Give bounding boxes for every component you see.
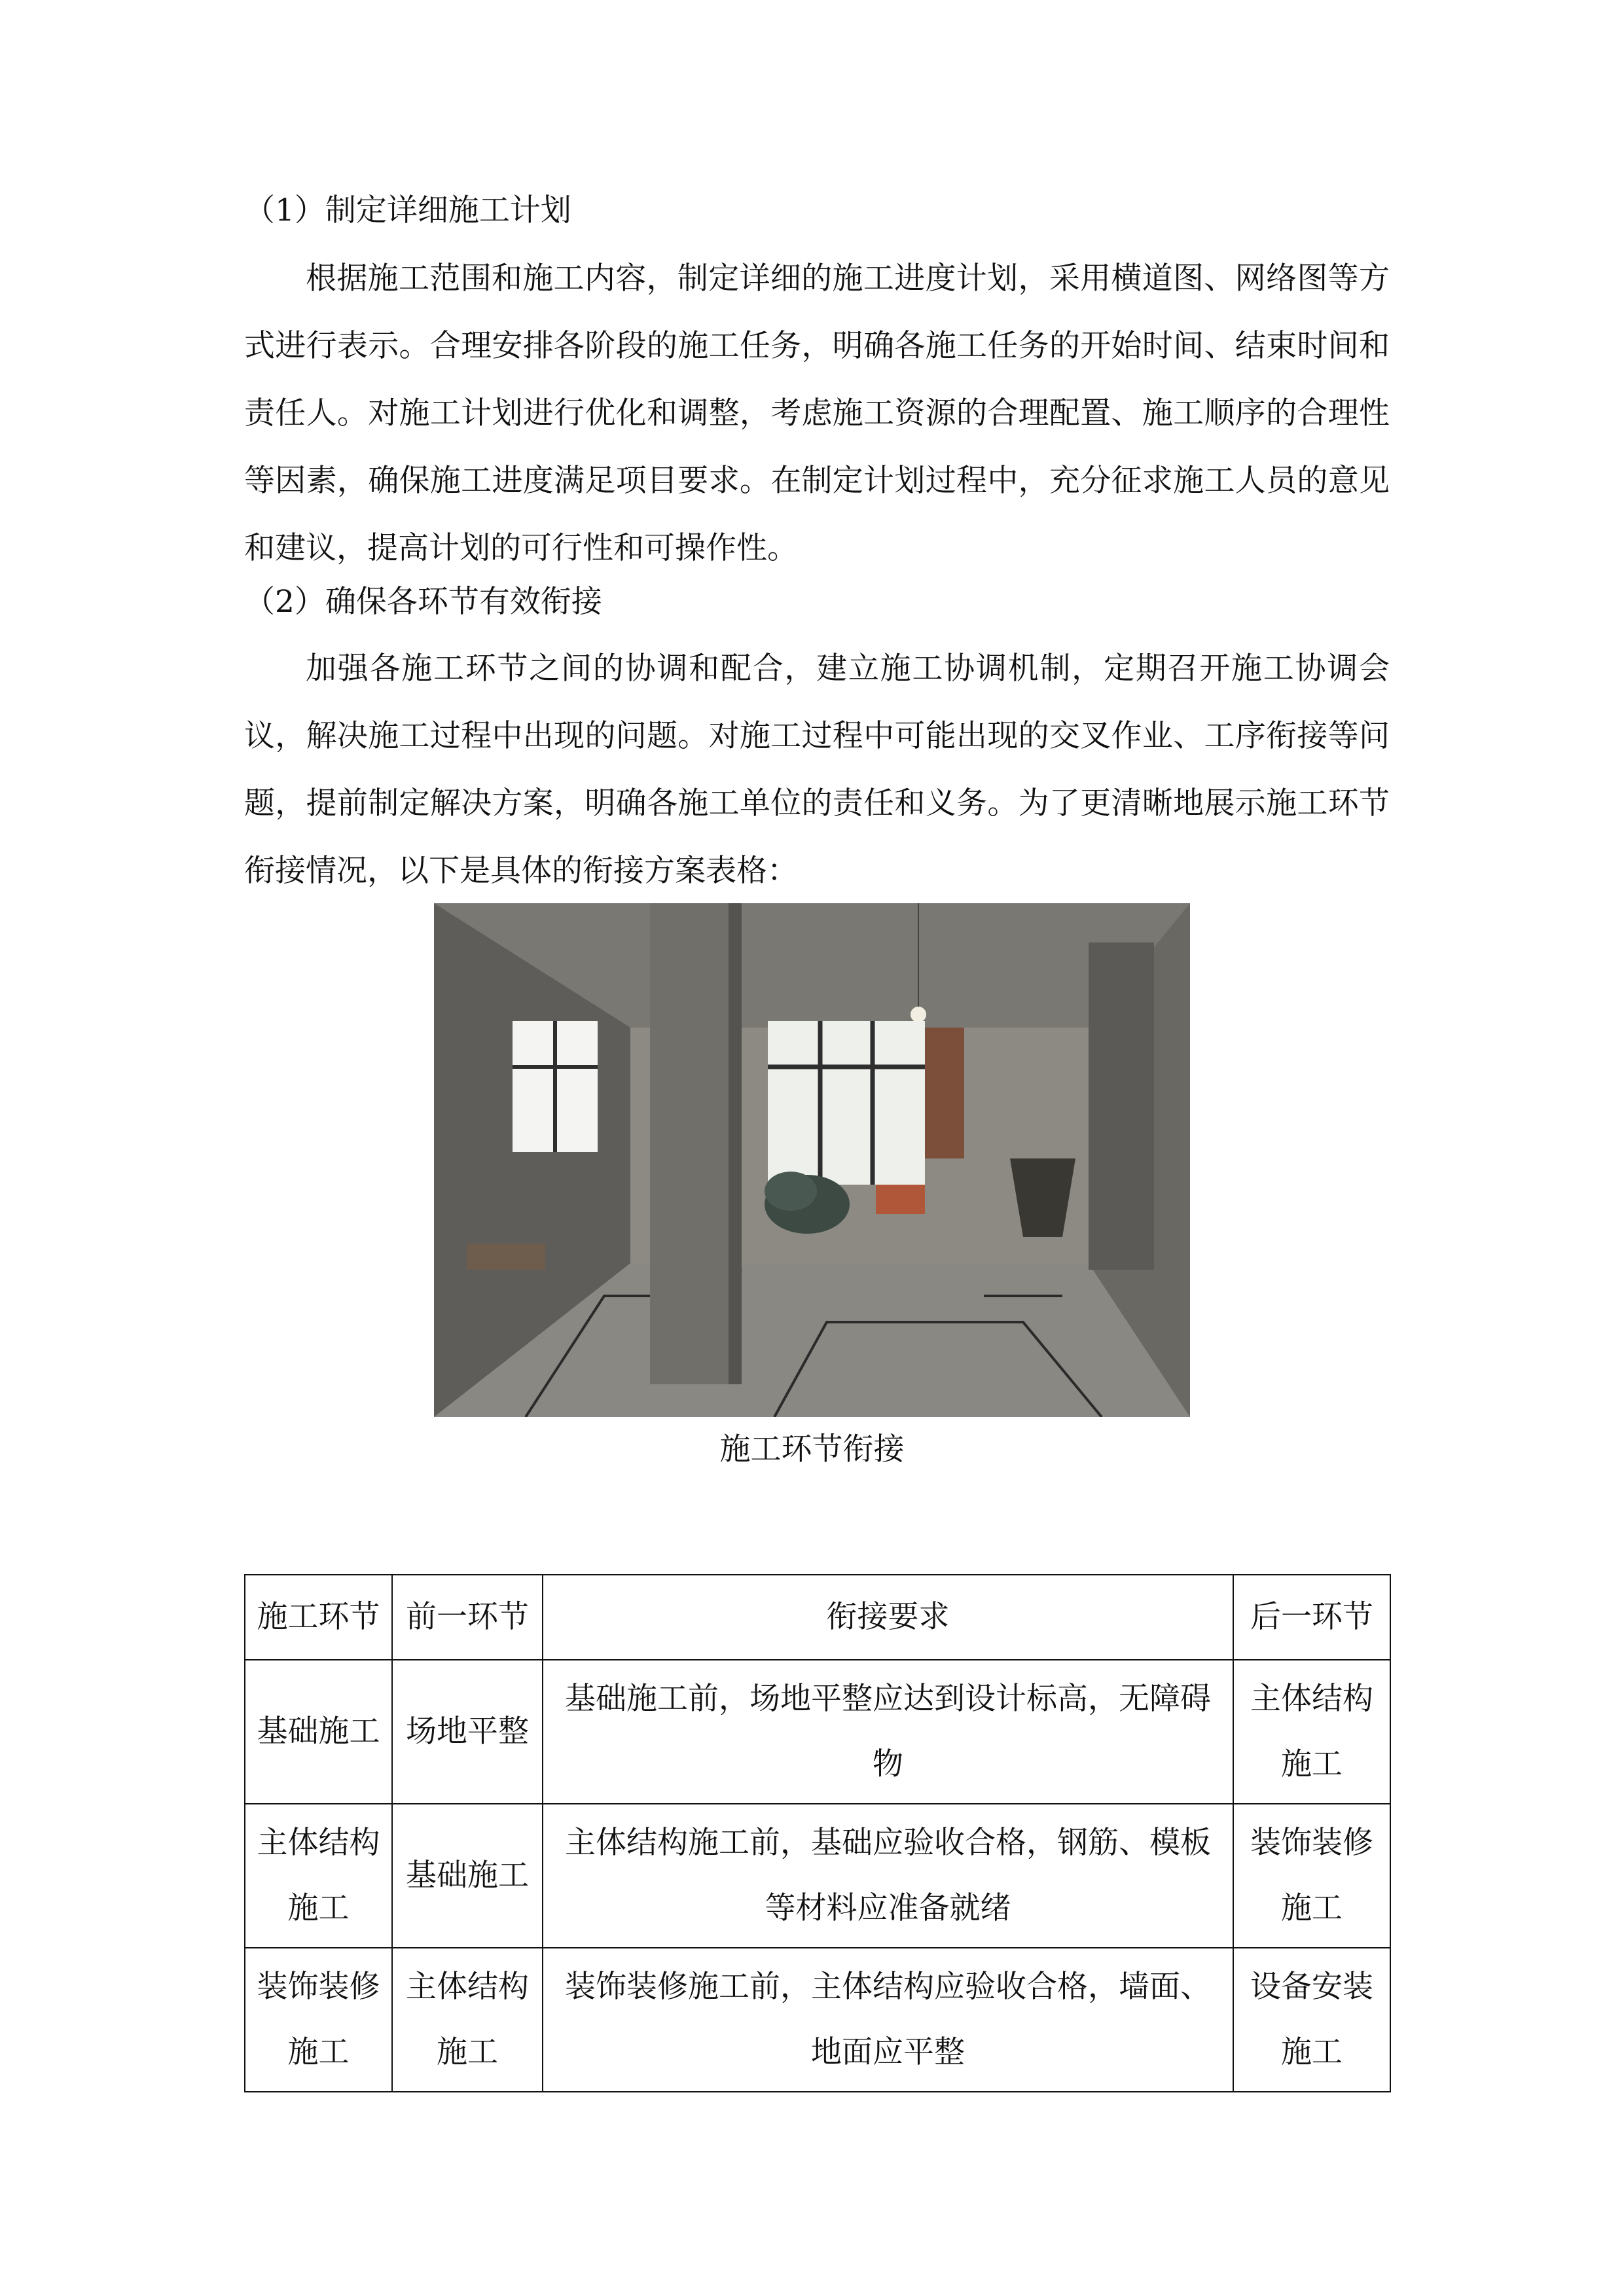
cell-next-stage: 主体结构施工: [1233, 1660, 1390, 1804]
cell-requirement: 基础施工前，场地平整应达到设计标高，无障碍物: [543, 1660, 1233, 1804]
header-previous-stage: 前一环节: [392, 1575, 543, 1660]
cell-stage: 基础施工: [245, 1660, 392, 1804]
figure-caption: 施工环节衔接: [719, 1431, 905, 1467]
cell-stage: 装饰装修施工: [245, 1948, 392, 2092]
cell-next-stage: 装饰装修施工: [1233, 1804, 1390, 1948]
header-requirement: 衔接要求: [543, 1575, 1233, 1660]
construction-photo: [434, 903, 1190, 1417]
table-row: [245, 1804, 1390, 1948]
header-stage: 施工环节: [245, 1575, 392, 1660]
cell-previous-stage: 场地平整: [392, 1660, 543, 1804]
section-heading-2: （2）确保各环节有效衔接: [244, 584, 602, 620]
cell-previous-stage: 主体结构施工: [392, 1948, 543, 2092]
section-heading-1: （1）制定详细施工计划: [244, 192, 571, 228]
table-header-row: [245, 1575, 1390, 1660]
cell-requirement: 装饰装修施工前，主体结构应验收合格，墙面、地面应平整: [543, 1948, 1233, 2092]
section-paragraph-1: 根据施工范围和施工内容，制定详细的施工进度计划，采用横道图、网络图等方式进行表示。合理安排各阶段的施工任务，明确各施工任务的开始时间、结束时间和责任人。对施工计划进行优化和调整，考虑施工资源的合理配置、施工顺序的合理性等因素，确保施工进度满足项目要求。在制定计划过程中，充分征求施工人员的意见和建议，提高计划的可行性和可操作性。: [244, 260, 1390, 566]
connection-plan-table: [244, 1574, 1391, 2092]
table-row: [245, 1660, 1390, 1804]
header-next-stage: 后一环节: [1233, 1575, 1390, 1660]
cell-next-stage: 设备安装施工: [1233, 1948, 1390, 2092]
table-row: [245, 1948, 1390, 2092]
cell-stage: 主体结构施工: [245, 1804, 392, 1948]
section-paragraph-2: 加强各施工环节之间的协调和配合，建立施工协调机制，定期召开施工协调会议，解决施工过程中出现的问题。对施工过程中可能出现的交叉作业、工序衔接等问题，提前制定解决方案，明确各施工单位的责任和义务。为了更清晰地展示施工环节衔接情况，以下是具体的衔接方案表格：: [244, 651, 1390, 889]
cell-previous-stage: 基础施工: [392, 1804, 543, 1948]
cell-requirement: 主体结构施工前，基础应验收合格，钢筋、模板等材料应准备就绪: [543, 1804, 1233, 1948]
